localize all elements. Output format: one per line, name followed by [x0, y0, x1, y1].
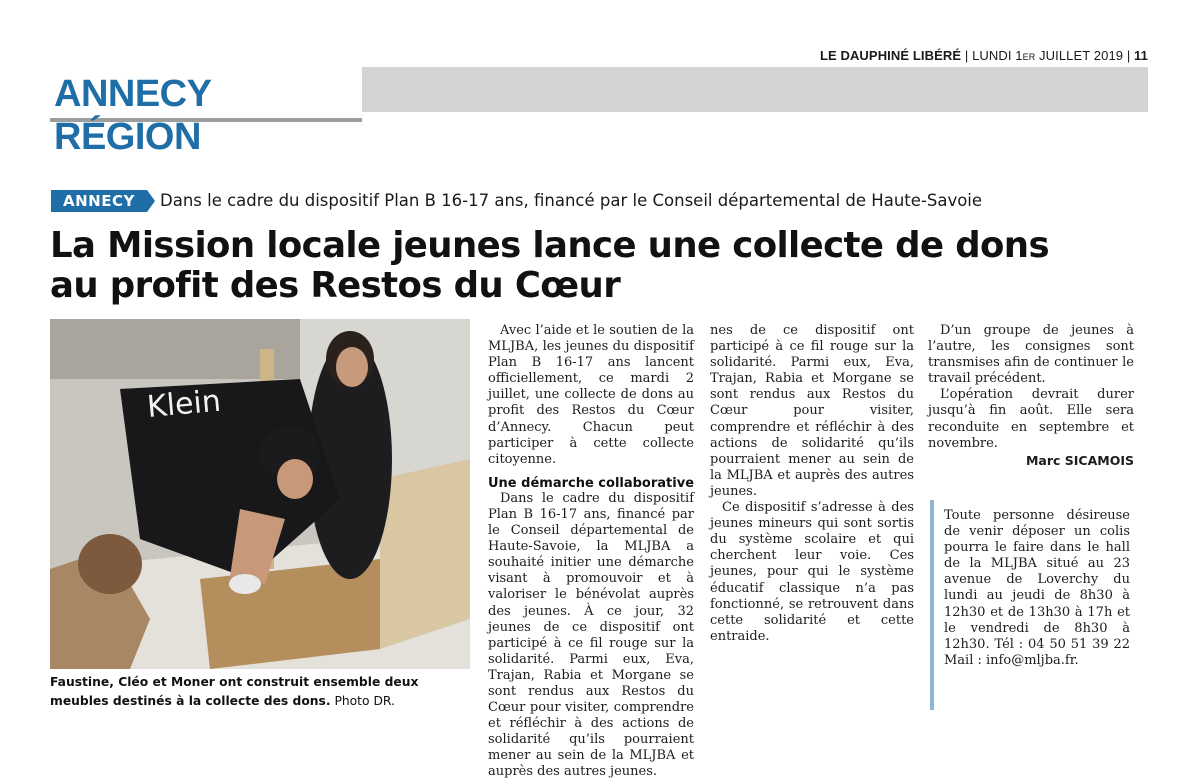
shirt-text: Klein: [145, 383, 223, 425]
article-paragraph: Dans le cadre du dispositif Plan B 16-17 ans, financé par le Conseil départemental de Haute-Savoie, la MLJBA a souhaité initier une démarche visant à promouvoir et à valoriser le bénévolat auprès des jeunes. À ce jour, 32 jeunes de ce dispositif ont participé à ce fil rouge sur la solidarité. Parmi eux, Eva, Trajan, Rabia et Morgane se sont rendus aux Restos du Cœur pour visiter, comprendre et réfléchir à des actions de solidarité qu’ils pourraient mener au sein de la MLJBA et auprès des autres jeunes.: [488, 490, 694, 780]
issue-month-year: JUILLET 2019: [1039, 48, 1124, 63]
practical-info-box: [930, 500, 1130, 710]
photo-caption: [50, 673, 474, 711]
kicker-arrow-icon: [147, 190, 155, 212]
kicker-text: Dans le cadre du dispositif Plan B 16-17 ans, financé par le Conseil départemental de Haute-Savoie: [160, 191, 983, 210]
article-column-2: [710, 323, 914, 645]
photo-credit: Photo DR.: [334, 694, 395, 708]
article-paragraph: Ce dispositif s’adresse à des jeunes mineurs qui sont sortis du système scolaire et qui cherchent leur voie. Ces jeunes, pour qui le système éducatif classique n’a pas fonctionné, se retrouvent dans cette solidarité et cette entraide.: [710, 500, 914, 644]
article-subhead: Une démarche collaborative: [488, 475, 695, 491]
page-number: 11: [1134, 48, 1148, 63]
headline: [50, 226, 1150, 306]
article-author: Marc SICAMOIS: [1025, 452, 1134, 468]
kicker-location-tag: ANNECY: [51, 190, 147, 212]
issue-day-suffix: ER: [1022, 52, 1036, 62]
article-column-3: [928, 323, 1134, 469]
article-paragraph-continued: nes de ce dispositif ont participé à ce fil rouge sur la solidarité. Parmi eux, Eva, Trajan, Rabia et Morgane se sont rendus aux Restos du Cœur pour visiter, comprendre et réfléchir à des actions de solidarité qu’ils pourraient mener au sein de la MLJBA et auprès des autres jeunes.: [710, 323, 914, 499]
headline-line-1: La Mission locale jeunes lance une collecte de dons: [50, 225, 1050, 266]
caption-text: Faustine, Cléo et Moner ont construit ensemble deux meubles destinés à la collecte des dons.: [50, 675, 419, 708]
article-paragraph: D’un groupe de jeunes à l’autre, les consignes sont transmises afin de continuer le travail précédent.: [928, 323, 1134, 387]
article-paragraph: L’opération devrait durer jusqu’à fin août. Elle sera reconduite en septembre et novembre.: [928, 387, 1134, 451]
section-title: ANNECY RÉGION: [54, 73, 211, 158]
headline-line-2: au profit des Restos du Cœur: [50, 265, 621, 306]
article-paragraph: Avec l’aide et le soutien de la MLJBA, les jeunes du dispositif Plan B 16-17 ans lancent officiellement, ce mardi 2 juillet, une collecte de dons au profit des Restos du Cœur d’Annecy. Chacun peut participer à cette collecte citoyenne.: [488, 323, 694, 467]
issue-day: LUNDI 1: [972, 48, 1023, 63]
newspaper-name: LE DAUPHINÉ LIBÉRÉ: [819, 48, 962, 63]
practical-info-text: Toute personne désireuse de venir déposer un colis pourra le faire dans le hall de la MLJBA situé au 23 avenue de Loverchy du lundi au jeudi de 8h30 à 12h30 et de 13h30 à 17h et le vendredi de 8h30 à 12h30. Tél : 04 50 51 39 22 Mail : info@mljba.fr.: [944, 508, 1130, 668]
article-photo: [50, 319, 470, 669]
photo-illustration: [50, 319, 470, 669]
section-title-box: [50, 67, 362, 158]
masthead: LE DAUPHINÉ LIBÉRÉ | LUNDI 1ER JUILLET 2019 | 11: [819, 48, 1148, 63]
article-column-1: [488, 323, 695, 780]
